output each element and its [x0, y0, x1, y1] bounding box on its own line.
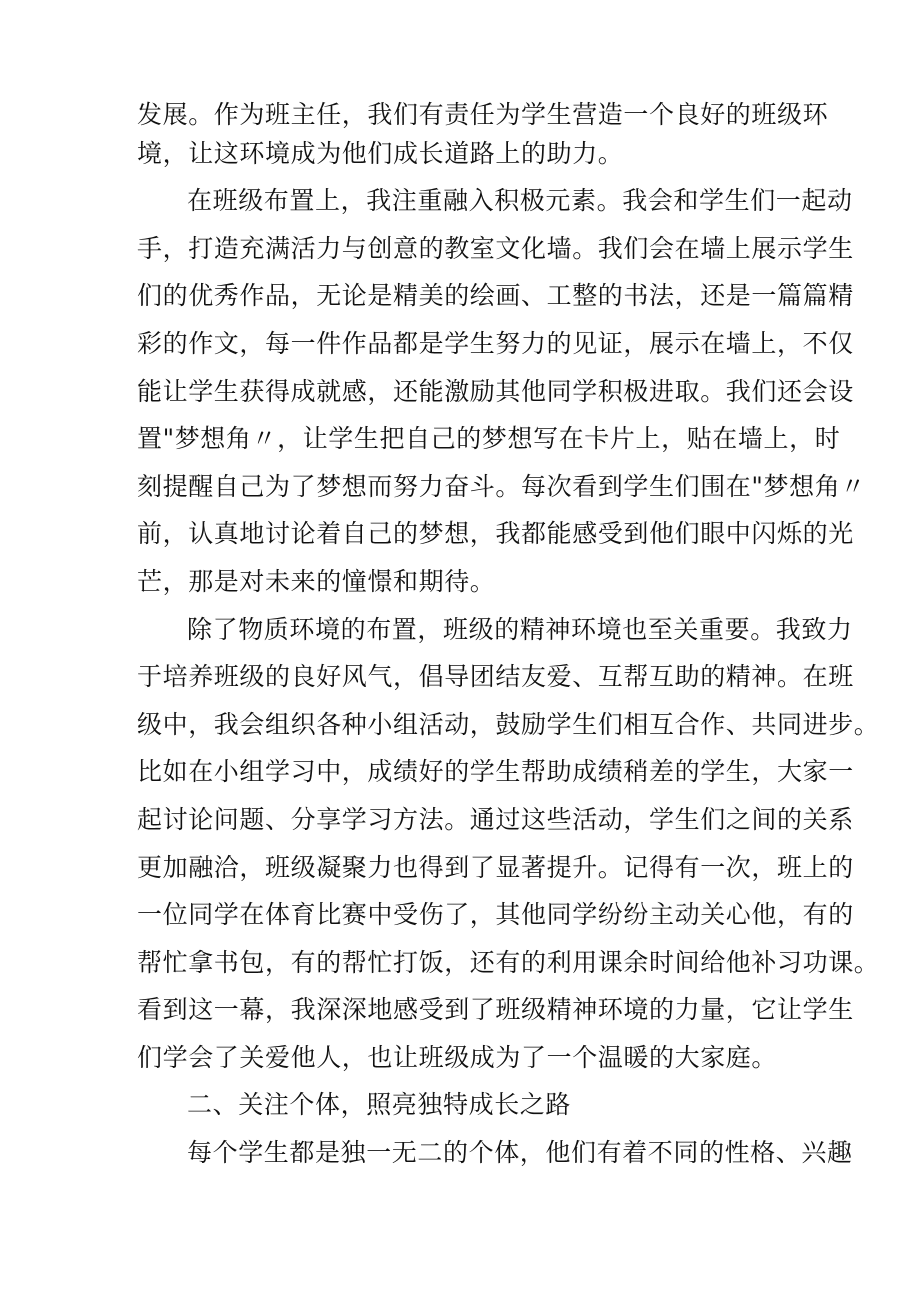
text-line: 帮忙拿书包，有的帮忙打饭，还有的利用课余时间给他补习功课。: [137, 947, 880, 977]
text-line: 能让学生获得成就感，还能激励其他同学积极进取。我们还会设: [137, 376, 854, 406]
text-line: 置"梦想角〃，让学生把自己的梦想写在卡片上，贴在墙上，时: [137, 424, 841, 454]
text-line: 起讨论问题、分享学习方法。通过这些活动，学生们之间的关系: [137, 804, 854, 834]
text-line: 一位同学在体育比赛中受伤了，其他同学纷纷主动关心他，有的: [137, 900, 854, 930]
heading-text: 二、关注个体，照亮独特成长之路: [187, 1090, 572, 1120]
text-line: 前，认真地讨论着自己的梦想，我都能感受到他们眼中闪烁的光: [137, 519, 854, 549]
text-line: 境，让这环境成为他们成长道路上的助力。: [137, 138, 624, 168]
paragraph-2: [137, 182, 866, 601]
text-line: 在班级布置上，我注重融入积极元素。我会和学生们一起动: [187, 186, 853, 216]
paragraph-4: [137, 1134, 853, 1173]
paragraph-1: [137, 96, 829, 173]
text-line: 们的优秀作品，无论是精美的绘画、工整的书法，还是一篇篇精: [137, 281, 854, 311]
text-line: 除了物质环境的布置，班级的精神环境也至关重要。我致力: [187, 614, 853, 644]
text-line: 彩的作文，每一件作品都是学生努力的见证，展示在墙上，不仅: [137, 328, 854, 358]
text-line: 于培养班级的良好风气，倡导团结友爱、互帮互助的精神。在班: [137, 662, 854, 692]
text-line: 刻提醒自己为了梦想而努力奋斗。每次看到学生们围在"梦想角〃: [137, 471, 866, 501]
text-line: 更加融洽，班级凝聚力也得到了显著提升。记得有一次，班上的: [137, 852, 854, 882]
paragraph-3: [137, 611, 880, 1078]
text-line: 芒，那是对未来的憧憬和期待。: [137, 566, 496, 596]
text-line: 手，打造充满活力与创意的教室文化墙。我们会在墙上展示学生: [137, 233, 854, 263]
text-line: 看到这一幕，我深深地感受到了班级精神环境的力量，它让学生: [137, 995, 854, 1025]
text-line: 比如在小组学习中，成绩好的学生帮助成绩稍差的学生，大家一: [137, 757, 854, 787]
document-body: [137, 96, 880, 1173]
text-line: 发展。作为班主任，我们有责任为学生营造一个良好的班级环: [137, 100, 829, 129]
text-line: 每个学生都是独一无二的个体，他们有着不同的性格、兴趣: [187, 1138, 853, 1168]
section-heading: [137, 1086, 783, 1125]
text-line: 级中，我会组织各种小组活动，鼓励学生们相互合作、共同进步。: [137, 709, 880, 739]
text-line: 们学会了关爱他人，也让班级成为了一个温暖的大家庭。: [137, 1042, 778, 1072]
